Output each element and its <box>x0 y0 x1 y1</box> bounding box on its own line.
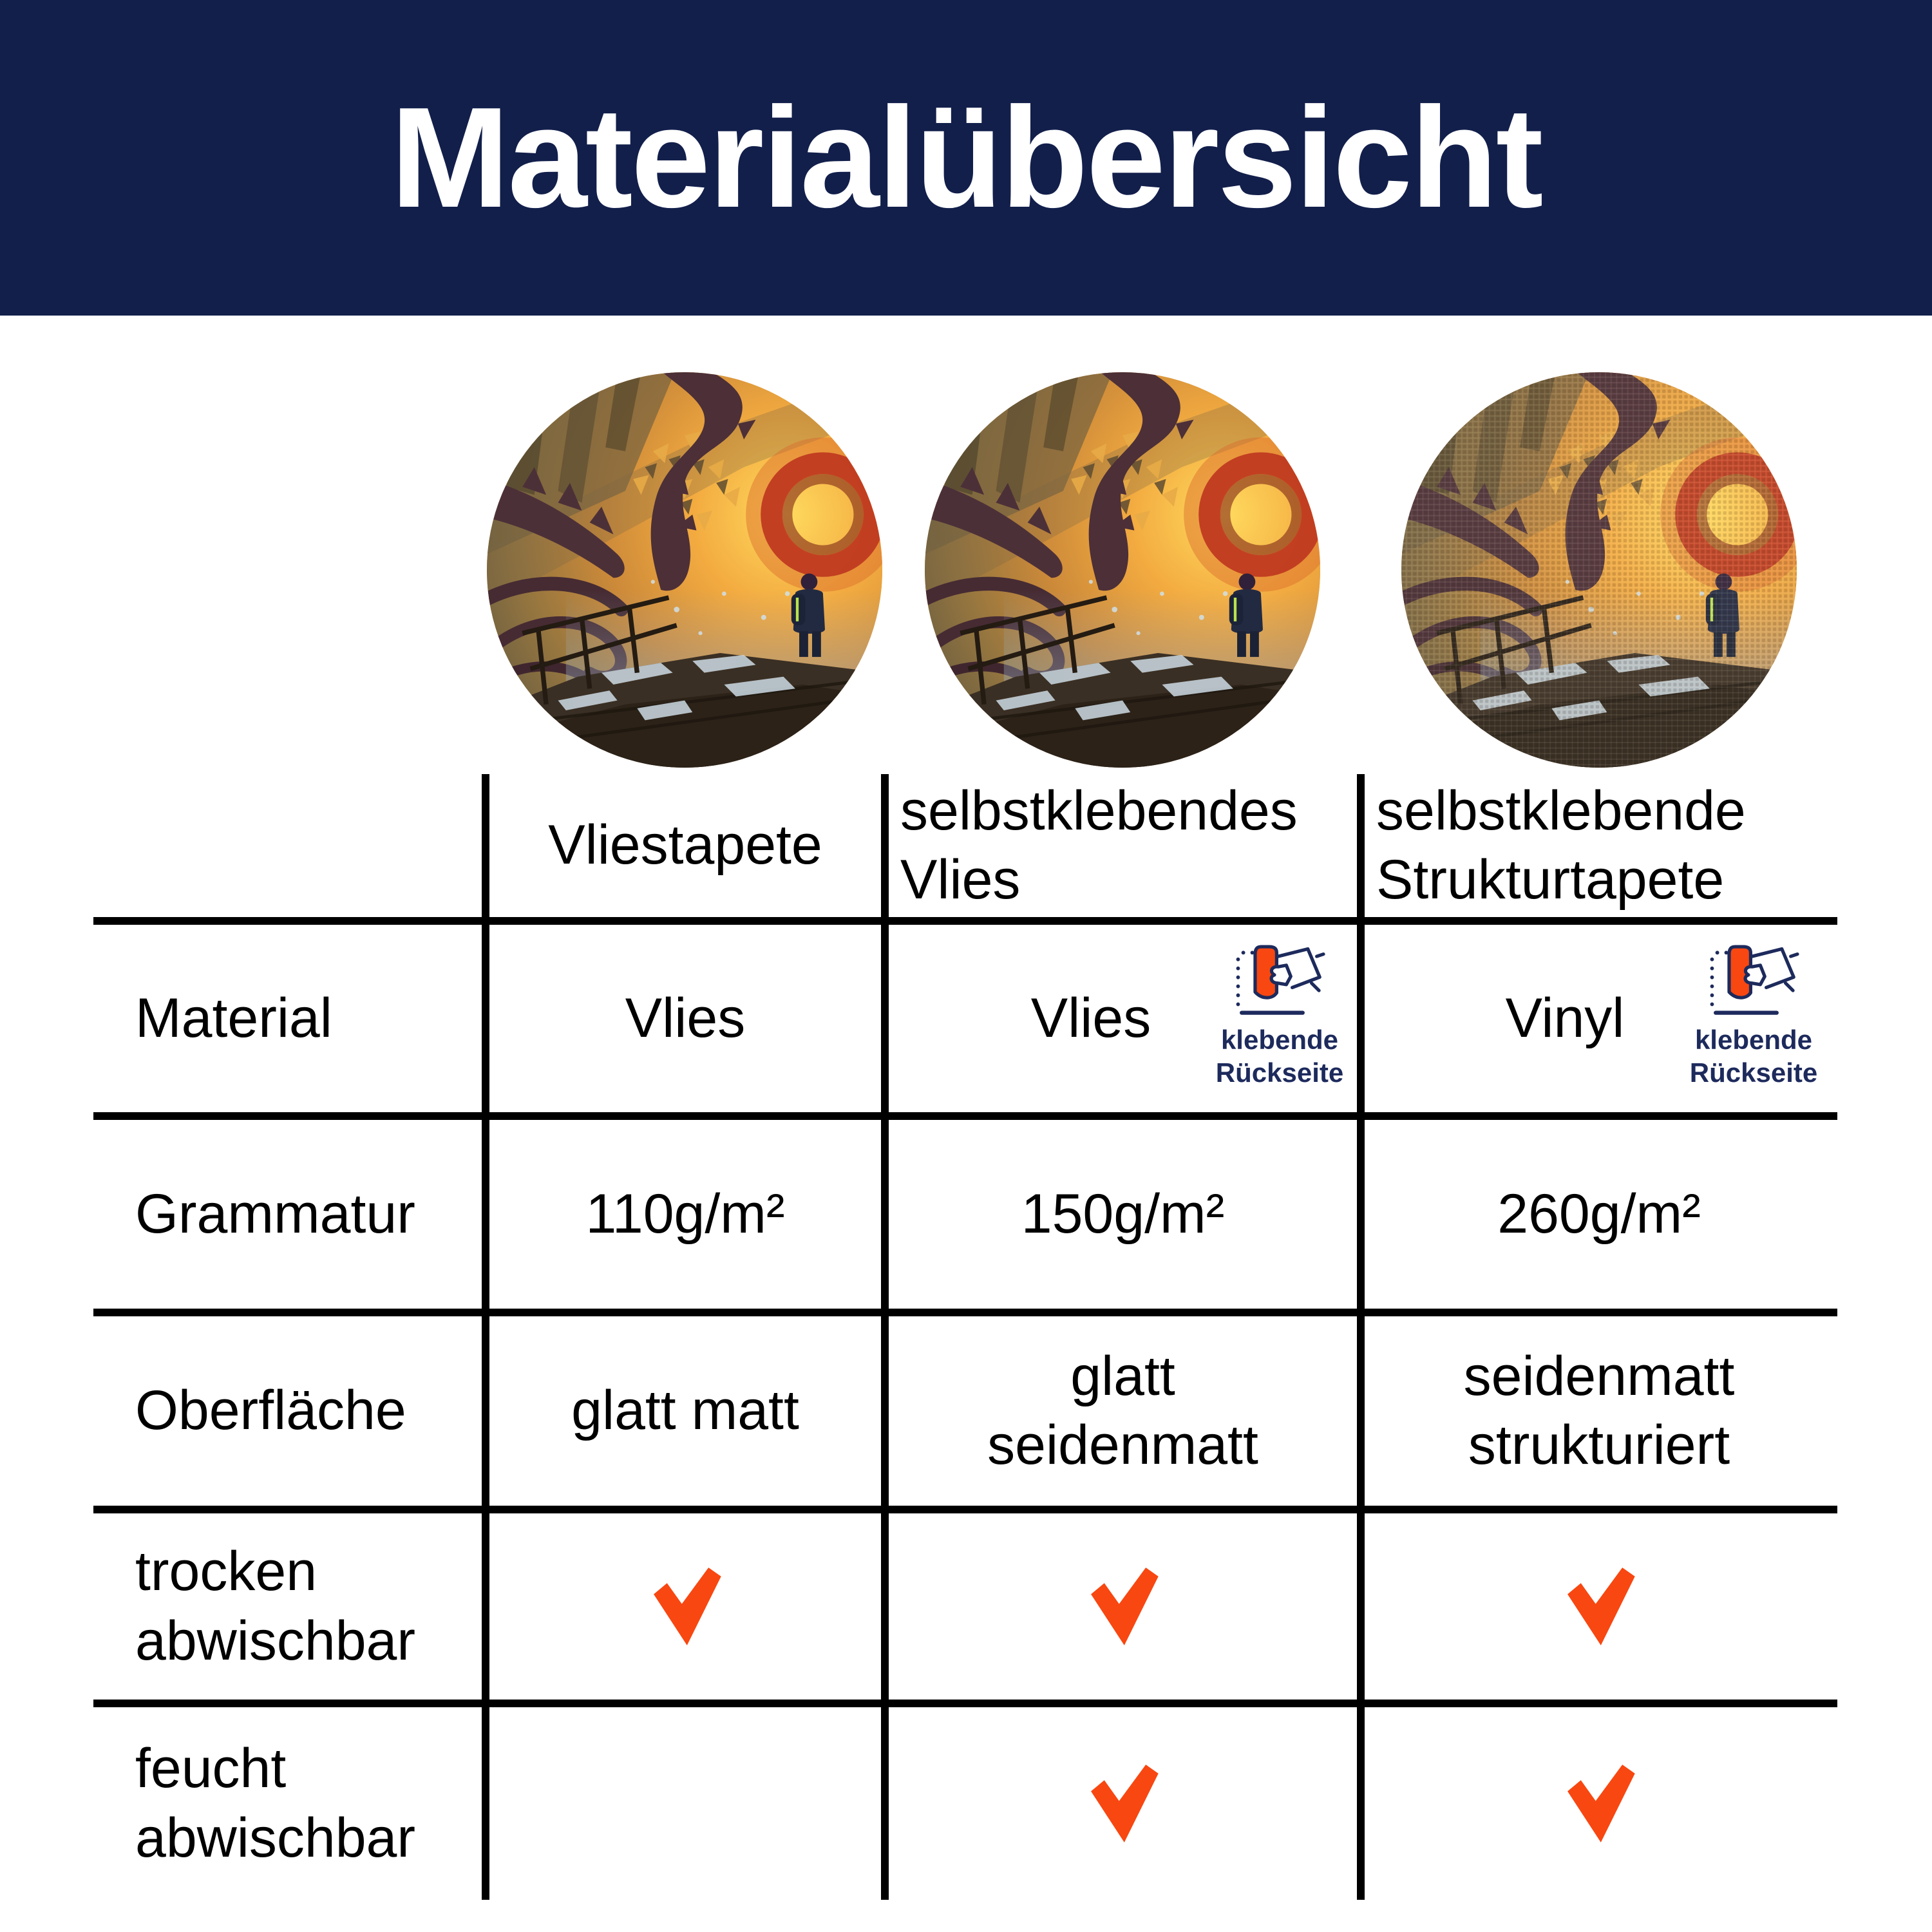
cell-grammatur-col1 <box>486 1120 885 1309</box>
row-label-text: feucht <box>135 1738 287 1799</box>
column-header-selbstklebende-strukturtapete <box>1376 774 1833 917</box>
badge-label: Rückseite <box>1215 1057 1344 1088</box>
wallpaper-scene-art <box>925 372 1320 768</box>
badge-label: Rückseite <box>1689 1057 1818 1088</box>
adhesive-backing-icon <box>1231 942 1328 1019</box>
wallpaper-scene-art-textured <box>1401 372 1797 768</box>
cell-text: Vinyl <box>1505 987 1625 1049</box>
cell-text: seidenmatt <box>987 1414 1258 1476</box>
row-label-text: abwischbar <box>135 1609 415 1672</box>
row-label-feucht-abwischbar <box>135 1707 477 1900</box>
check-icon <box>1086 1765 1160 1842</box>
row-label-text: Grammatur <box>135 1182 415 1245</box>
check-icon <box>649 1567 723 1645</box>
cell-grammatur-col2 <box>885 1120 1361 1309</box>
row-label-text: abwischbar <box>135 1806 415 1869</box>
cell-feucht-col3 <box>1361 1707 1837 1900</box>
row-label-trocken-abwischbar <box>135 1513 477 1700</box>
table-row-divider-2 <box>93 1112 1837 1120</box>
cell-text: glatt <box>1070 1345 1175 1407</box>
row-label-oberflaeche <box>135 1316 477 1506</box>
cell-text: 110g/m² <box>585 1182 785 1245</box>
cell-feucht-col2 <box>885 1707 1361 1900</box>
cell-text: 150g/m² <box>1021 1182 1225 1245</box>
check-icon <box>1562 1765 1636 1842</box>
cell-trocken-col1 <box>486 1513 885 1700</box>
column-header-vliestapete <box>486 774 885 917</box>
adhesive-backing-icon <box>1705 942 1802 1019</box>
table-row-divider-5 <box>93 1700 1837 1707</box>
page-title: Materialübersicht <box>390 77 1542 238</box>
cell-material-col1 <box>486 925 885 1112</box>
column-header-text: Strukturtapete <box>1376 849 1725 911</box>
table-row-divider-1 <box>93 917 1837 925</box>
row-label-text: Oberfläche <box>135 1379 406 1442</box>
table-row-divider-4 <box>93 1506 1837 1513</box>
cell-text: glatt matt <box>571 1379 799 1442</box>
wallpaper-scene-art <box>487 372 882 768</box>
adhesive-backing-badge-col2 <box>1199 942 1360 1089</box>
badge-label: klebende <box>1220 1025 1339 1055</box>
cell-feucht-col1 <box>486 1707 885 1900</box>
cell-text: 260g/m² <box>1497 1182 1701 1245</box>
column-header-selbstklebendes-vlies <box>900 774 1351 917</box>
cell-trocken-col3 <box>1361 1513 1837 1700</box>
product-image-selbstklebendes-vlies <box>925 372 1320 768</box>
cell-oberflaeche-col1 <box>486 1316 885 1506</box>
cell-text: Vlies <box>1030 987 1151 1049</box>
cell-trocken-col2 <box>885 1513 1361 1700</box>
adhesive-backing-badge-col3 <box>1673 942 1834 1089</box>
row-label-text: Material <box>135 987 332 1049</box>
row-label-grammatur <box>135 1120 477 1309</box>
product-image-vliestapete <box>487 372 882 768</box>
check-icon <box>1562 1567 1636 1645</box>
cell-text: seidenmatt <box>1463 1345 1735 1407</box>
table-row-divider-3 <box>93 1309 1837 1316</box>
row-label-material <box>135 925 477 1112</box>
check-icon <box>1086 1567 1160 1645</box>
cell-grammatur-col3 <box>1361 1120 1837 1309</box>
row-label-text: trocken <box>135 1540 317 1602</box>
cell-text: Vlies <box>625 987 746 1049</box>
column-header-text: selbstklebendes <box>900 779 1298 842</box>
header-bar <box>0 0 1932 316</box>
cell-oberflaeche-col2 <box>885 1316 1361 1506</box>
column-header-text: selbstklebende <box>1376 779 1746 842</box>
product-image-selbstklebende-strukturtapete <box>1401 372 1797 768</box>
cell-oberflaeche-col3 <box>1361 1316 1837 1506</box>
cell-text: strukturiert <box>1468 1414 1730 1476</box>
badge-label: klebende <box>1694 1025 1813 1055</box>
column-header-text: Vlies <box>900 849 1021 911</box>
column-header-text: Vliestapete <box>548 814 822 876</box>
